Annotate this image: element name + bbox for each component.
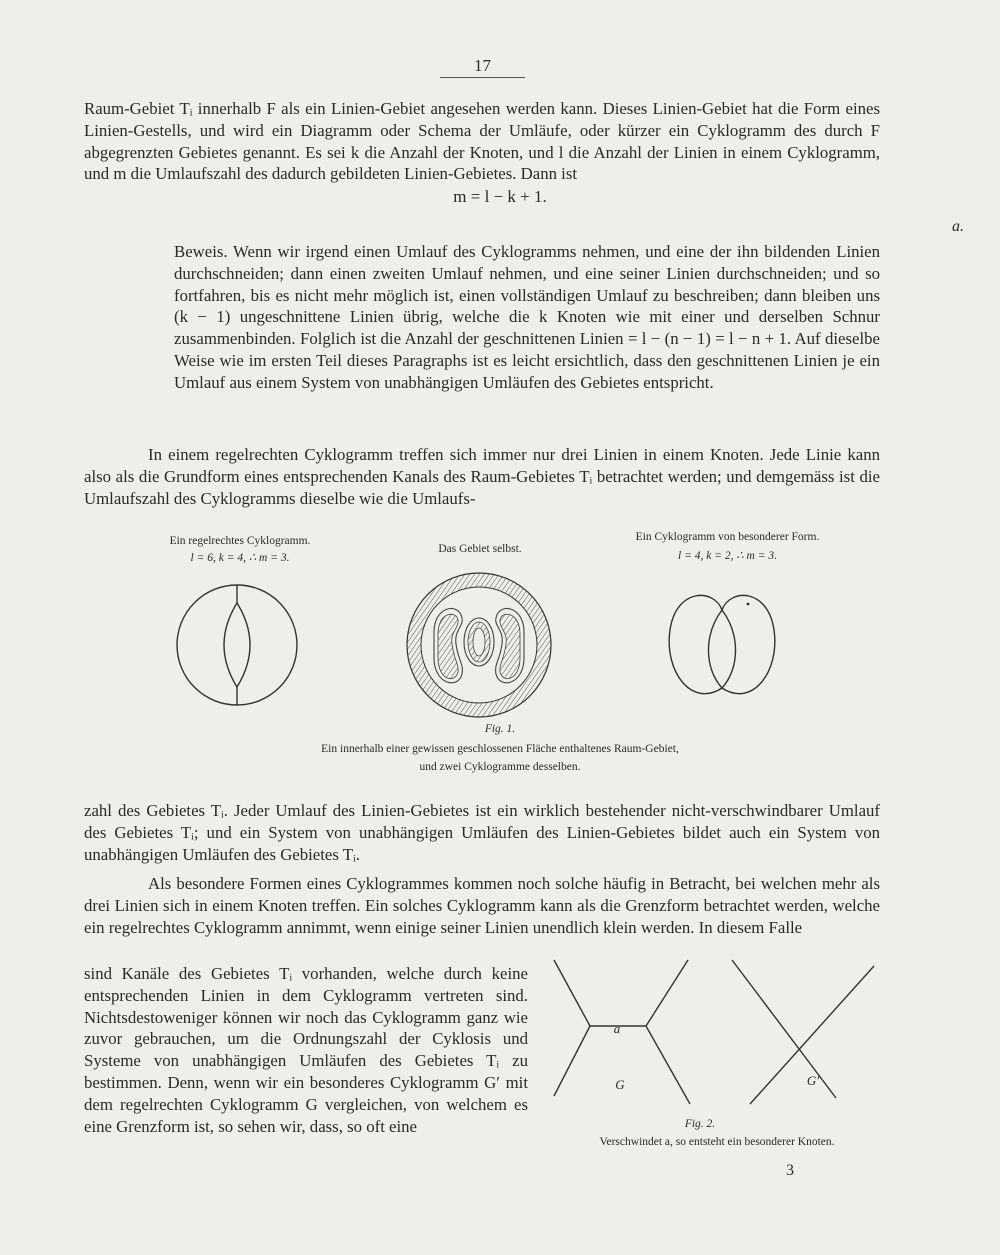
fig1-right-caption-formula: l = 4, k = 2, ∴ m = 3. (678, 550, 777, 562)
paragraph-proof: Beweis. Wenn wir irgend einen Umlauf des Cyklogramms nehmen, und eine der ihn bildenden Linien durchschneiden; dann einen zweiten Umlauf nehmen, und eine seiner Linien durchschneiden; und so fortfahren, bis es nicht mehr möglich ist, einen vollständigen Umlauf zu beschreiben; dann bleiben uns (k − 1) ungeschnittene Linien übrig, welche die k Knoten wie mit einer und derselben Schnur zusammenbinden. Folglich ist die Anzahl der geschnittenen Linien = l − (n − 1) = l − n + 1. Auf dieselbe Weise wie im ersten Teil dieses Paragraphs ist es leicht ersichtlich, dass den geschnittenen Linien je ein Umlauf aus einem System von unabhängigen Umläufen des Gebietes entspricht. (174, 242, 880, 392)
signature-number: 3 (786, 1162, 794, 1179)
fig1-right-caption-title: Ein Cyklogramm von besonderer Form. (635, 531, 820, 543)
fig2-label: Fig. 2. (684, 1118, 716, 1130)
regular-cyclogram-diagram (175, 583, 299, 707)
paragraph-regular-cyclogram: In einem regelrechten Cyklogramm treffen sich immer nur drei Linien in einem Knoten. Jede Linie kann also als die Grundform eines entsprechenden Kanals des Raum-Gebietes Tᵢ betrachtet werden; und demgemäss ist die Umlaufszahl des Cyklogramms dieselbe wie die Umlaufs- (84, 445, 880, 508)
fig2-diagram (550, 958, 880, 1106)
fig2-label-a: a (613, 1021, 621, 1036)
region-diagram (404, 570, 554, 720)
fig1-label: Fig. 1. (484, 723, 516, 735)
fig1-caption-line2: und zwei Cyklogramme desselben. (419, 761, 581, 773)
paragraph-cycle-count: zahl des Gebietes Tᵢ. Jeder Umlauf des Linien-Gebietes ist ein wirklich bestehender nicht-verschwindbarer Umlauf des Gebietes Tᵢ; und ein System von unabhängigen Umläufen des Linien-Gebietes bildet auch ein System von unabhängigen Umläufen des Gebietes Tᵢ. (84, 801, 880, 864)
fig1-left-caption-formula: l = 6, k = 4, ∴ m = 3. (190, 552, 290, 564)
paragraph-special-forms-continued: sind Kanäle des Gebietes Tᵢ vorhanden, welche durch keine entsprechenden Linien in dem Cyklogramm vertreten sind. Nichtsdestoweniger können wir noch das Cyklogramm ganz wie zuvor gebrauchen, um die Ordnungszahl der Cyklosis und Systeme von unabhängigen Umläufen des Gebietes Tᵢ zu bestimmen. Denn, wenn wir ein besonderes Cyklogramm G′ mit dem regelrechten Cyklogramm G vergleichen, von welchem es eine Grenzform ist, so sehen wir, dass, so oft eine (84, 964, 528, 1136)
fig2-caption: Verschwindet a, so entsteht ein besonderer Knoten. (599, 1136, 835, 1148)
page-number: 17 (474, 56, 491, 75)
equation-label: a. (952, 218, 964, 235)
fig1-caption-line1: Ein innerhalb einer gewissen geschlossenen Fläche enthaltenes Raum-Gebiet, (321, 743, 679, 755)
equation: m = l − k + 1. (453, 187, 547, 206)
paragraph-intro: Raum-Gebiet Tᵢ innerhalb F als ein Linien-Gebiet angesehen werden kann. Dieses Linien-Gebiet hat die Form eines Linien-Gestells, und wird ein Diagramm oder Schema der Umläufe, oder kürzer ein Cyklogramm des durch F abgegrenzten Gebietes genannt. Es sei k die Anzahl der Knoten, und l die Anzahl der Linien in einem Cyklogramm, und m die Umlaufszahl des dadurch gebildeten Linien-Gebietes. Dann ist (84, 99, 880, 184)
fig2-label-G: G (615, 1077, 625, 1092)
fig2-label-Gprime: G′ (806, 1073, 820, 1088)
paragraph-special-forms: Als besondere Formen eines Cyklogrammes kommen noch solche häufig in Betracht, bei welchen mehr als drei Linien sich in einem Knoten treffen. Ein solches Cyklogramm kann als die Grenzform betrachtet werden, welche ein regelrechtes Cyklogramm annimmt, wenn einige seiner Linien unendlich klein werden. In diesem Falle (84, 874, 880, 937)
fig1-left-caption-title: Ein regelrechtes Cyklogramm. (169, 535, 311, 547)
special-cyclogram-diagram (664, 584, 784, 710)
page-number-rule (440, 77, 525, 78)
fig1-middle-caption: Das Gebiet selbst. (438, 543, 522, 555)
